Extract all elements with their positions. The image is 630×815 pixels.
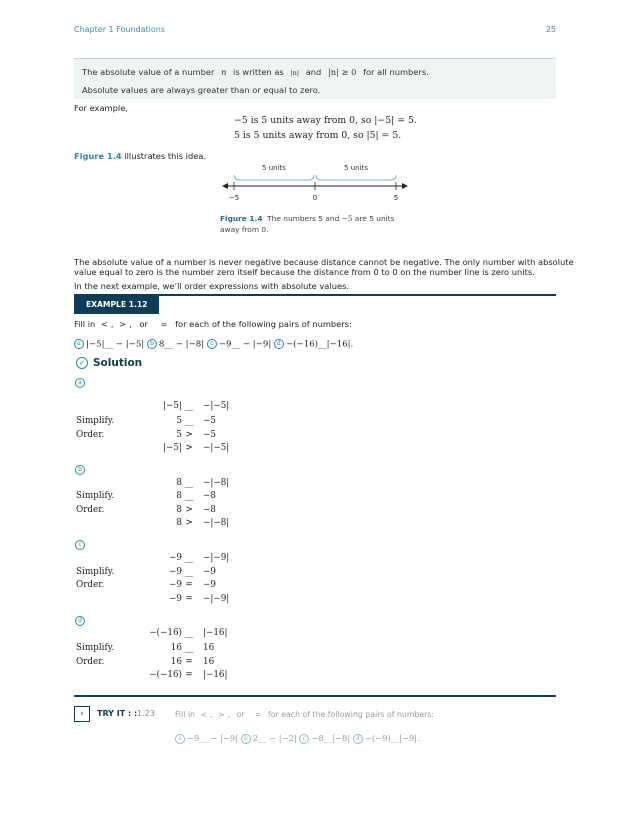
left-arrow <box>222 183 228 189</box>
part-marker: b <box>241 734 251 744</box>
note-text: is written as <box>233 67 284 77</box>
work-left: −9 <box>169 567 182 577</box>
prompt-text: , <box>129 319 132 329</box>
try-it-prompt <box>175 710 434 719</box>
try-it-parts <box>175 733 420 744</box>
work-op: = <box>185 670 193 680</box>
note-var: n <box>221 67 227 77</box>
work-right: −|−9| <box>203 553 230 563</box>
part-marker: a <box>74 339 84 349</box>
note-box <box>74 58 556 99</box>
caption-neg: −5 <box>341 214 353 223</box>
work-op: = <box>185 594 193 604</box>
prompt-text: or <box>139 319 148 329</box>
chevron-right-icon[interactable]: › <box>74 706 90 722</box>
work-op: __ <box>184 401 194 411</box>
work-right: |−16| <box>203 670 228 680</box>
figure-ref-text: illustrates this idea. <box>121 151 207 161</box>
prompt-text: Fill in <box>175 710 196 719</box>
chapter-header: Chapter 1 Foundations <box>74 25 165 34</box>
prompt-text: , <box>210 710 213 719</box>
prompt-text: , <box>110 319 114 329</box>
note-text: and <box>305 67 322 77</box>
work-right: −|−9| <box>203 594 230 604</box>
part-expression: |−5|__ − |−5| <box>86 339 145 350</box>
prompt-symbol: = <box>255 710 262 719</box>
right-arrow <box>402 183 408 189</box>
tick-label: 0 <box>312 194 318 202</box>
part-expression: 2__ − |−2| <box>252 733 297 743</box>
note-expr: |n| <box>290 69 300 77</box>
step-label: Order. <box>76 505 105 515</box>
part-a-marker: a <box>75 378 85 388</box>
figure-link[interactable]: Figure 1.4 <box>74 151 122 161</box>
work-left: −(−16) <box>149 670 182 680</box>
step-label: Order. <box>76 430 105 440</box>
example-parts <box>74 339 353 350</box>
part-marker: c <box>207 339 217 349</box>
page-number: 25 <box>545 25 556 34</box>
try-it-divider <box>74 695 556 697</box>
prompt-text: for each of the following pairs of numbers: <box>268 710 435 719</box>
caption-text: away from 0. <box>220 225 269 234</box>
prompt-symbol: < <box>100 319 108 329</box>
example-equation-1: −5 is 5 units away from 0, so |−5| = 5. <box>234 115 417 126</box>
work-left: −9 <box>169 594 182 604</box>
prompt-text: or <box>236 710 245 719</box>
work-right: −|−8| <box>203 518 230 528</box>
work-left: 8 <box>176 491 182 501</box>
prompt-symbol: < <box>200 710 208 719</box>
work-left: −(−16) <box>149 628 182 638</box>
work-left: 16 <box>170 657 182 667</box>
part-expression: −9__ − |−9| <box>187 733 239 743</box>
work-left: 8 <box>176 505 182 515</box>
work-op: __ <box>184 416 194 426</box>
work-right: −|−5| <box>203 401 230 411</box>
work-op: > <box>185 443 193 453</box>
tick-label: −5 <box>228 194 240 202</box>
caption-text: The numbers 5 and <box>267 214 340 223</box>
work-left: 5 <box>176 416 182 426</box>
work-right: −|−8| <box>203 478 230 488</box>
note-text: for all numbers. <box>363 67 429 77</box>
note-line-2: Absolute values are always greater than or equal to zero. <box>82 85 321 95</box>
part-marker: a <box>175 734 185 744</box>
work-left: 8 <box>176 478 182 488</box>
work-left: −9 <box>169 580 182 590</box>
try-it-number: 1.23 <box>137 709 155 718</box>
step-label: Order. <box>76 657 105 667</box>
prompt-text: , <box>227 710 231 719</box>
right-brace <box>316 175 396 180</box>
step-label: Simplify. <box>76 491 115 501</box>
work-op: __ <box>184 628 194 638</box>
figure-caption-label: Figure 1.4 <box>220 214 263 223</box>
work-op: > <box>185 518 193 528</box>
part-marker: d <box>353 734 363 744</box>
left-distance-label: 5 units <box>262 164 286 172</box>
note-line-1 <box>82 67 429 77</box>
part-d-marker: d <box>75 616 85 626</box>
part-expression: −(−9)__|−9|. <box>364 733 420 743</box>
caption-text: are 5 units <box>354 214 395 223</box>
figure-reference <box>74 151 206 161</box>
part-expression: −(−16)__|−16|. <box>285 339 354 350</box>
step-label: Simplify. <box>76 643 115 653</box>
example-equation-2: 5 is 5 units away from 0, so |5| = 5. <box>234 130 402 141</box>
paragraph-1-line-2: value equal to zero is the number zero itself because the distance from 0 to 0 on the number line is zero units. <box>74 267 535 277</box>
work-left: −9 <box>169 553 182 563</box>
work-left: 16 <box>170 643 182 653</box>
figure-caption <box>220 213 410 235</box>
step-label: Simplify. <box>76 416 115 426</box>
work-right: 16 <box>203 657 215 667</box>
prompt-text: Fill in <box>74 319 96 329</box>
work-right: −9 <box>203 567 216 577</box>
work-right: −|−5| <box>203 443 230 453</box>
solution-heading <box>76 357 142 369</box>
part-b-marker: b <box>75 465 85 475</box>
work-right: −8 <box>203 491 216 501</box>
work-left: 5 <box>176 430 182 440</box>
solution-title: Solution <box>93 357 143 369</box>
number-line <box>220 158 410 208</box>
prompt-text: for each of the following pairs of numbers: <box>175 319 352 329</box>
work-op: __ <box>184 491 194 501</box>
work-op: __ <box>184 553 194 563</box>
work-op: __ <box>184 643 194 653</box>
example-tag: EXAMPLE 1.12 <box>74 296 159 314</box>
step-label: Simplify. <box>76 567 115 577</box>
prompt-symbol: = <box>160 319 168 329</box>
prompt-symbol: > <box>119 319 127 329</box>
paragraph-2: In the next example, we’ll order expressions with absolute values. <box>74 281 350 291</box>
part-expression: −9__ − |−9| <box>218 339 272 350</box>
work-left: |−5| <box>163 443 182 453</box>
work-left: |−5| <box>163 401 182 411</box>
work-right: −9 <box>203 580 216 590</box>
step-label: Order. <box>76 580 105 590</box>
part-expression: 8__ − |−8| <box>158 339 205 350</box>
paragraph-1-line-1: The absolute value of a number is never negative because distance cannot be negative. The only number with absolute <box>74 257 574 267</box>
work-op: > <box>185 430 193 440</box>
try-it-title: TRY IT : : <box>97 709 138 718</box>
work-op: = <box>185 580 193 590</box>
example-prompt <box>74 319 352 329</box>
work-op: = <box>185 657 193 667</box>
work-right: −5 <box>203 416 216 426</box>
work-right: −8 <box>203 505 216 515</box>
work-left: 8 <box>176 518 182 528</box>
tick-label: 5 <box>393 194 399 202</box>
part-expression: −8__|−8| <box>311 733 351 743</box>
work-right: −5 <box>203 430 216 440</box>
check-icon: ✓ <box>76 357 88 369</box>
left-brace <box>234 175 314 180</box>
work-op: __ <box>184 478 194 488</box>
work-op: __ <box>184 567 194 577</box>
part-c-marker: c <box>75 540 85 550</box>
part-marker: b <box>147 339 157 349</box>
note-inequality: |n| ≥ 0 <box>327 67 357 77</box>
note-text: The absolute value of a number <box>82 67 215 77</box>
right-distance-label: 5 units <box>344 164 368 172</box>
prompt-symbol: > <box>218 710 225 719</box>
work-right: |−16| <box>203 628 228 638</box>
part-marker: c <box>299 734 309 744</box>
intro-text: For example, <box>74 103 128 113</box>
part-marker: d <box>274 339 284 349</box>
work-op: > <box>185 505 193 515</box>
work-right: 16 <box>203 643 215 653</box>
